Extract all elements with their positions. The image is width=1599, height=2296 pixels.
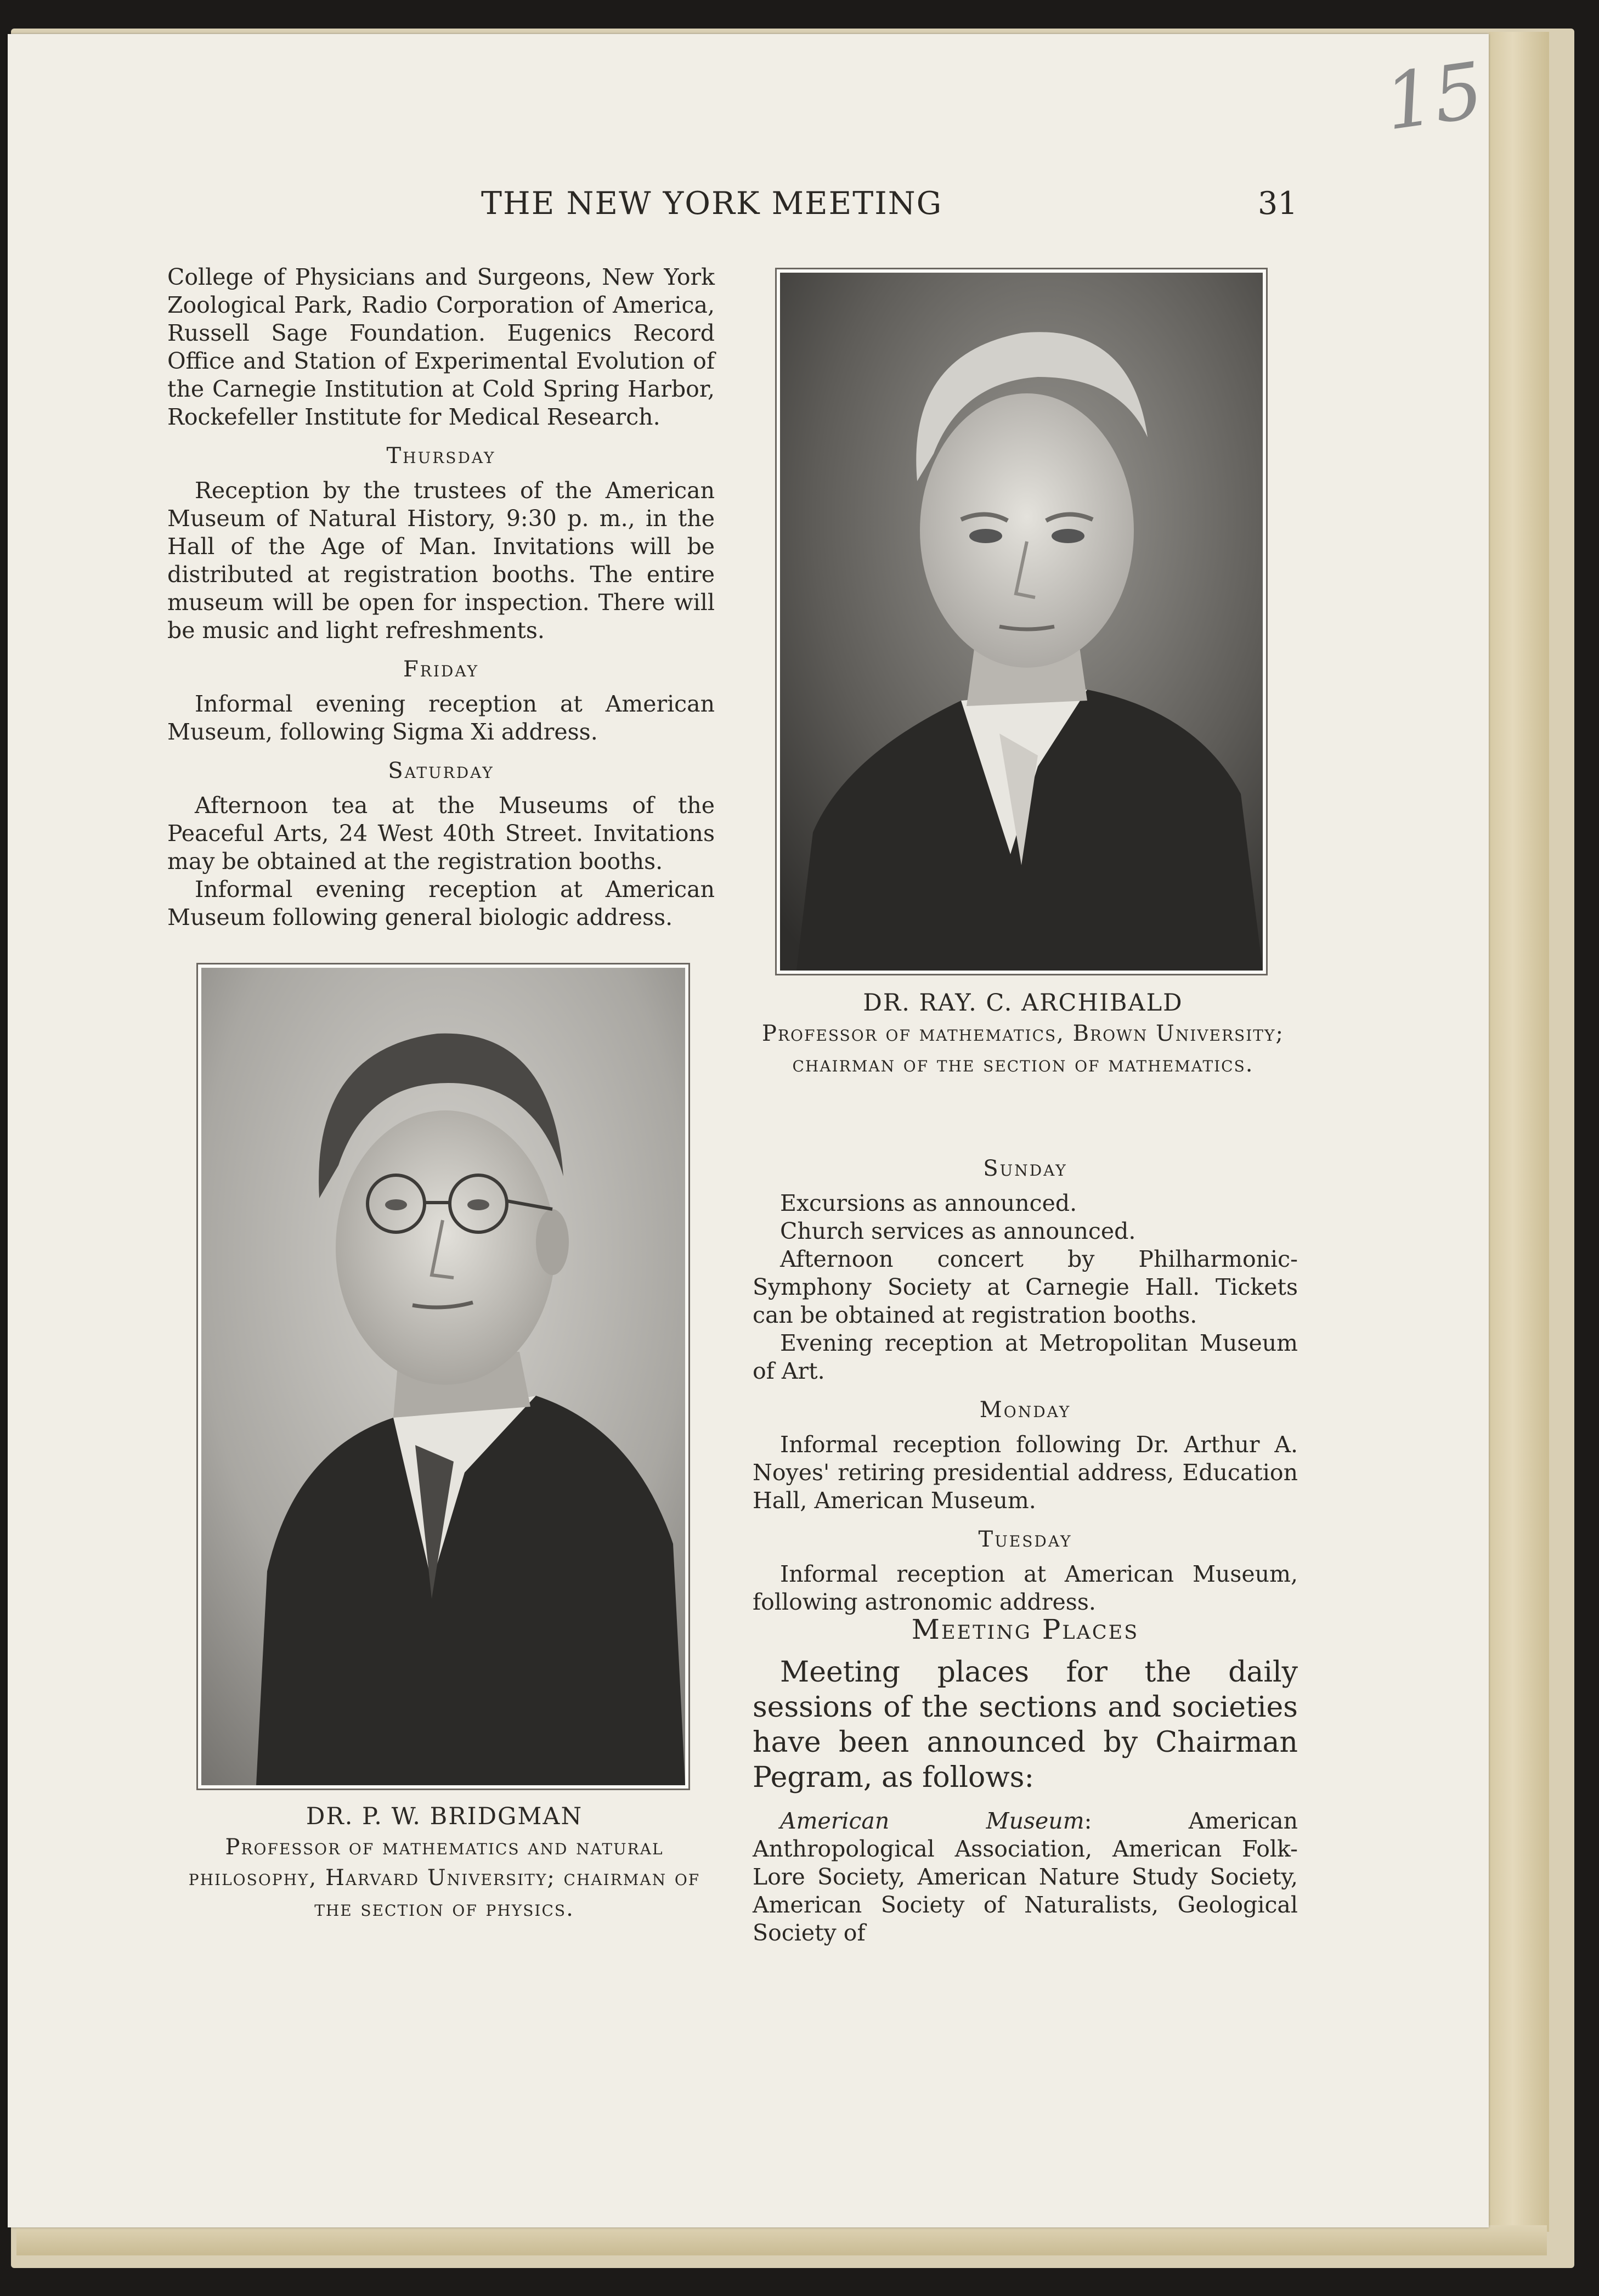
page-edge — [1489, 32, 1549, 2232]
saturday-paragraph-2: Informal evening reception at American Museum following general biologic address. — [167, 876, 715, 930]
left-column — [167, 263, 715, 932]
portrait-archibald — [775, 268, 1268, 975]
tuesday-heading: Tuesday — [978, 1527, 1072, 1552]
tuesday-paragraph: Informal reception at American Museum, following astronomic address. — [753, 1561, 1298, 1615]
american-museum-label: American Museum — [780, 1808, 1084, 1834]
friday-paragraph: Informal evening reception at American Museum, following Sigma Xi address. — [167, 691, 715, 745]
page-bottom-edge — [16, 2225, 1547, 2255]
portrait-bridgman-image — [201, 968, 685, 1785]
right-column-meeting-places — [753, 1616, 1298, 1947]
right-column-days — [753, 1144, 1298, 1616]
american-museum-text: : American Anthropological Association, American Folk-Lore Society, American Nature Study Society, American Society of Naturalists, Geological Society of — [753, 1808, 1298, 1946]
page-number: 31 — [1258, 185, 1298, 222]
intro-paragraph: College of Physicians and Surgeons, New York Zoological Park, Radio Corporation of America, Russell Sage Foundation. Eugenics Record Office and Station of Experimental Evolution of the Carnegie Institution at Cold Spring Harbor, Rockefeller Institute for Medical Research. — [167, 264, 715, 430]
meeting-places-heading: Meeting Places — [911, 1614, 1139, 1645]
sunday-line-3: Afternoon concert by Philharmonic-Symphony Society at Carnegie Hall. Tickets can be obtained at registration booths. — [753, 1246, 1298, 1328]
saturday-paragraph-1: Afternoon tea at the Museums of the Peaceful Arts, 24 West 40th Street. Invitations may be obtained at the registration booths. — [167, 792, 715, 875]
portrait-bridgman — [196, 963, 690, 1790]
monday-heading: Monday — [979, 1397, 1071, 1423]
portrait-archibald-image — [780, 273, 1263, 971]
meeting-places-paragraph: Meeting places for the daily sessions of the sections and societies have been announced by Chairman Pegram, as follows: — [753, 1656, 1298, 1794]
running-head: THE NEW YORK MEETING — [481, 185, 943, 222]
american-museum-paragraph — [753, 1807, 1298, 1947]
handwritten-folio: 15 — [1379, 46, 1489, 148]
caption-bridgman — [167, 1801, 721, 1924]
caption-archibald-role: Professor of mathematics, Brown University; chairman of the section of mathematics. — [762, 1021, 1284, 1077]
caption-bridgman-name: DR. P. W. BRIDGMAN — [306, 1803, 583, 1830]
sunday-heading: Sunday — [983, 1156, 1067, 1181]
sunday-line-4: Evening reception at Metropolitan Museum of Art. — [753, 1330, 1298, 1384]
thursday-heading: Thursday — [386, 443, 496, 469]
caption-archibald-name: DR. RAY. C. ARCHIBALD — [863, 989, 1183, 1017]
friday-heading: Friday — [403, 657, 479, 682]
thursday-paragraph: Reception by the trustees of the American Museum of Natural History, 9:30 p. m., in the Hall of the Age of Man. Invitations will be distributed at registration booths. The entire museum will be open for inspection. There will be music and light refreshments. — [167, 477, 715, 644]
sunday-line-2: Church services as announced. — [780, 1218, 1136, 1244]
saturday-heading: Saturday — [388, 758, 494, 783]
sunday-line-1: Excursions as announced. — [780, 1190, 1077, 1216]
monday-paragraph: Informal reception following Dr. Arthur A. Noyes' retiring presidential address, Education Hall, American Museum. — [753, 1431, 1298, 1514]
caption-archibald — [746, 988, 1300, 1080]
caption-bridgman-role: Professor of mathematics and natural philosophy, Harvard University; chairman of the section of physics. — [188, 1835, 700, 1921]
